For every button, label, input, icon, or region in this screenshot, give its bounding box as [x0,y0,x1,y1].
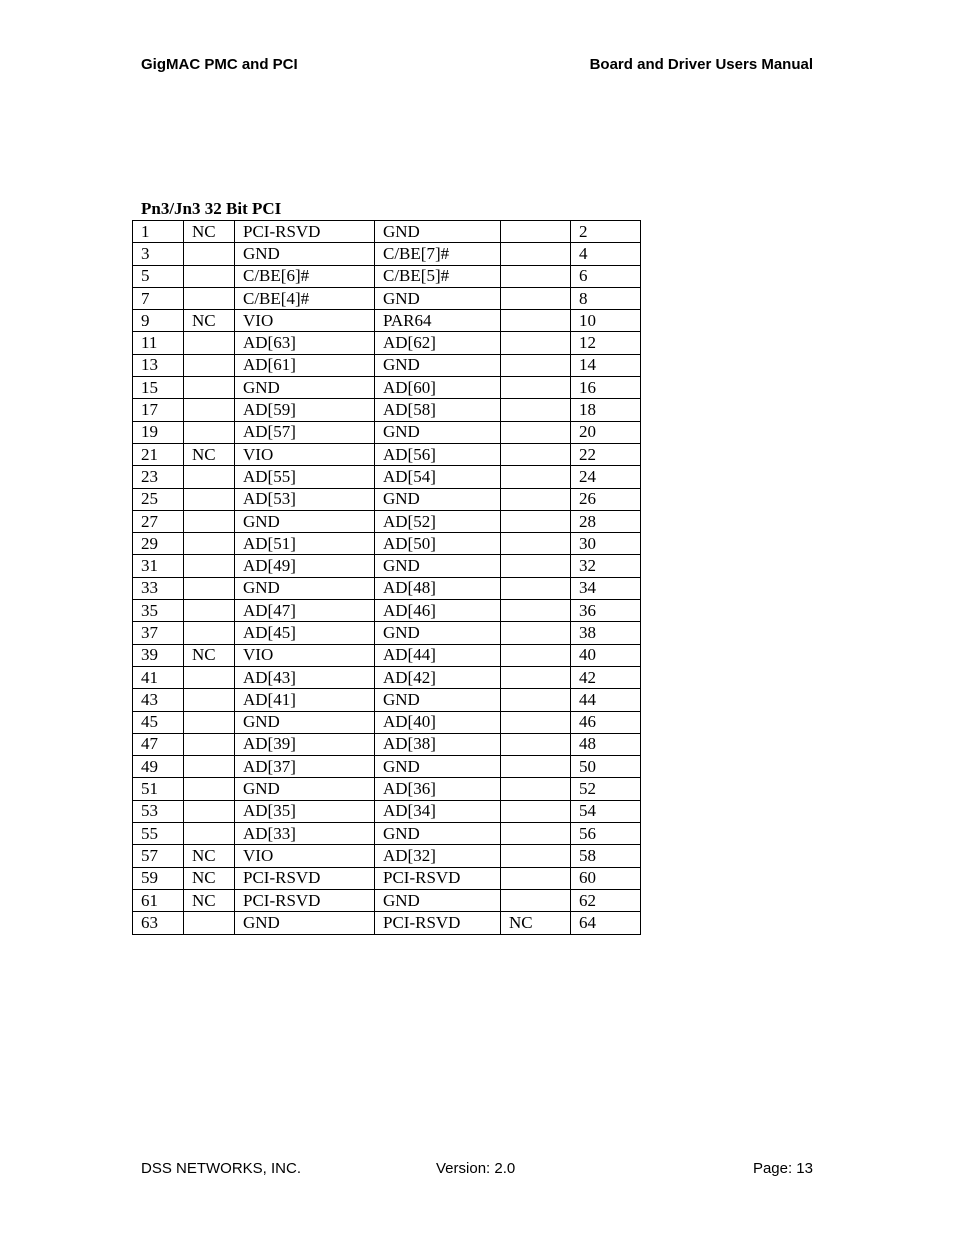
cell-pin-even: 48 [571,733,641,755]
cell-nc-odd [184,466,235,488]
cell-nc-odd [184,800,235,822]
table-row [133,912,641,934]
cell-nc-even: NC [501,912,571,934]
header-manual-title: Board and Driver Users Manual [589,56,813,73]
cell-pin-even: 32 [571,555,641,577]
cell-signal-even: AD[58] [375,399,501,421]
cell-signal-even: AD[54] [375,466,501,488]
cell-nc-odd [184,510,235,532]
cell-pin-odd: 7 [133,287,184,309]
cell-nc-odd [184,733,235,755]
cell-nc-odd [184,577,235,599]
cell-nc-odd [184,265,235,287]
cell-signal-even: AD[42] [375,666,501,688]
cell-signal-even: AD[56] [375,443,501,465]
cell-nc-odd [184,421,235,443]
cell-nc-even [501,823,571,845]
cell-nc-even [501,377,571,399]
cell-nc-even [501,622,571,644]
cell-pin-odd: 61 [133,889,184,911]
cell-signal-even: GND [375,421,501,443]
cell-pin-odd: 57 [133,845,184,867]
cell-nc-odd [184,622,235,644]
table-row [133,332,641,354]
cell-nc-odd: NC [184,867,235,889]
table-row [133,310,641,332]
cell-signal-odd: AD[63] [235,332,375,354]
cell-nc-even [501,399,571,421]
cell-pin-even: 44 [571,689,641,711]
cell-signal-odd: AD[49] [235,555,375,577]
cell-signal-odd: AD[33] [235,823,375,845]
cell-pin-even: 18 [571,399,641,421]
cell-nc-even [501,733,571,755]
table-row [133,243,641,265]
table-row [133,354,641,376]
cell-signal-odd: AD[61] [235,354,375,376]
cell-pin-even: 30 [571,533,641,555]
cell-pin-odd: 25 [133,488,184,510]
cell-nc-even [501,889,571,911]
cell-nc-odd [184,488,235,510]
cell-signal-odd: GND [235,912,375,934]
table-row [133,711,641,733]
cell-nc-even [501,466,571,488]
cell-signal-odd: PCI-RSVD [235,221,375,243]
cell-pin-odd: 55 [133,823,184,845]
cell-nc-even [501,711,571,733]
cell-signal-odd: C/BE[6]# [235,265,375,287]
cell-nc-even [501,577,571,599]
cell-signal-odd: AD[51] [235,533,375,555]
cell-nc-even [501,421,571,443]
cell-signal-even: AD[46] [375,600,501,622]
table-row [133,265,641,287]
cell-signal-even: AD[52] [375,510,501,532]
cell-signal-odd: AD[55] [235,466,375,488]
cell-pin-even: 62 [571,889,641,911]
cell-pin-odd: 49 [133,756,184,778]
cell-pin-odd: 51 [133,778,184,800]
cell-pin-even: 20 [571,421,641,443]
cell-nc-even [501,867,571,889]
table-row [133,778,641,800]
cell-pin-odd: 37 [133,622,184,644]
table-row [133,689,641,711]
cell-signal-odd: AD[39] [235,733,375,755]
cell-nc-even [501,354,571,376]
cell-pin-odd: 11 [133,332,184,354]
cell-pin-even: 64 [571,912,641,934]
cell-signal-even: AD[62] [375,332,501,354]
cell-nc-odd [184,332,235,354]
cell-pin-odd: 47 [133,733,184,755]
cell-signal-even: AD[60] [375,377,501,399]
cell-signal-odd: GND [235,243,375,265]
header-doc-title: GigMAC PMC and PCI [141,56,298,73]
cell-nc-even [501,443,571,465]
cell-signal-odd: GND [235,778,375,800]
cell-nc-even [501,845,571,867]
cell-signal-even: GND [375,555,501,577]
cell-pin-odd: 13 [133,354,184,376]
cell-pin-odd: 17 [133,399,184,421]
cell-pin-odd: 1 [133,221,184,243]
table-row [133,600,641,622]
cell-nc-odd: NC [184,221,235,243]
cell-pin-even: 26 [571,488,641,510]
cell-nc-even [501,756,571,778]
cell-pin-even: 4 [571,243,641,265]
cell-nc-odd: NC [184,845,235,867]
cell-signal-even: AD[32] [375,845,501,867]
cell-signal-odd: AD[43] [235,666,375,688]
cell-pin-odd: 39 [133,644,184,666]
cell-pin-even: 50 [571,756,641,778]
cell-signal-odd: VIO [235,310,375,332]
table-row [133,644,641,666]
table-row [133,823,641,845]
cell-pin-even: 22 [571,443,641,465]
table-row [133,488,641,510]
cell-signal-odd: VIO [235,644,375,666]
cell-pin-even: 2 [571,221,641,243]
cell-pin-odd: 63 [133,912,184,934]
table-row [133,889,641,911]
table-row [133,622,641,644]
cell-signal-even: PAR64 [375,310,501,332]
cell-signal-odd: PCI-RSVD [235,867,375,889]
cell-pin-odd: 45 [133,711,184,733]
table-row [133,800,641,822]
cell-pin-even: 52 [571,778,641,800]
cell-signal-odd: AD[59] [235,399,375,421]
cell-pin-even: 12 [571,332,641,354]
table-row [133,510,641,532]
cell-nc-odd [184,600,235,622]
cell-signal-odd: GND [235,577,375,599]
cell-nc-odd [184,823,235,845]
cell-signal-odd: AD[57] [235,421,375,443]
cell-nc-odd [184,711,235,733]
cell-nc-odd [184,243,235,265]
cell-signal-even: GND [375,221,501,243]
cell-signal-even: AD[50] [375,533,501,555]
cell-pin-even: 6 [571,265,641,287]
cell-pin-odd: 33 [133,577,184,599]
pinout-table-body [133,221,641,935]
cell-nc-even [501,243,571,265]
cell-signal-odd: AD[37] [235,756,375,778]
cell-pin-even: 40 [571,644,641,666]
cell-nc-even [501,488,571,510]
cell-pin-odd: 59 [133,867,184,889]
footer-company: DSS NETWORKS, INC. [141,1160,302,1177]
cell-nc-odd [184,533,235,555]
cell-pin-odd: 53 [133,800,184,822]
table-row [133,533,641,555]
table-row [133,221,641,243]
table-row [133,845,641,867]
cell-signal-odd: GND [235,510,375,532]
cell-nc-odd [184,912,235,934]
cell-pin-odd: 19 [133,421,184,443]
cell-nc-odd [184,689,235,711]
cell-nc-even [501,800,571,822]
cell-nc-even [501,600,571,622]
table-row [133,466,641,488]
cell-signal-even: GND [375,622,501,644]
cell-pin-odd: 15 [133,377,184,399]
table-row [133,377,641,399]
cell-signal-even: AD[40] [375,711,501,733]
cell-signal-even: PCI-RSVD [375,912,501,934]
cell-signal-even: GND [375,287,501,309]
cell-pin-odd: 23 [133,466,184,488]
cell-signal-even: GND [375,889,501,911]
cell-pin-odd: 41 [133,666,184,688]
cell-signal-odd: AD[47] [235,600,375,622]
cell-signal-even: C/BE[5]# [375,265,501,287]
cell-pin-even: 16 [571,377,641,399]
cell-signal-even: C/BE[7]# [375,243,501,265]
cell-nc-odd: NC [184,889,235,911]
cell-nc-odd [184,399,235,421]
cell-pin-odd: 3 [133,243,184,265]
cell-nc-even [501,689,571,711]
cell-signal-odd: C/BE[4]# [235,287,375,309]
cell-pin-odd: 9 [133,310,184,332]
cell-signal-odd: AD[45] [235,622,375,644]
cell-pin-odd: 27 [133,510,184,532]
cell-pin-even: 10 [571,310,641,332]
cell-pin-odd: 31 [133,555,184,577]
cell-pin-even: 42 [571,666,641,688]
cell-pin-odd: 43 [133,689,184,711]
cell-nc-even [501,310,571,332]
table-row [133,666,641,688]
table-row [133,443,641,465]
cell-nc-even [501,332,571,354]
cell-nc-odd: NC [184,310,235,332]
cell-pin-even: 54 [571,800,641,822]
cell-nc-odd [184,756,235,778]
footer-page-number: Page: 13 [752,1160,813,1177]
cell-signal-odd: VIO [235,443,375,465]
cell-nc-even [501,778,571,800]
cell-signal-even: GND [375,488,501,510]
table-row [133,421,641,443]
cell-signal-even: GND [375,689,501,711]
cell-signal-even: GND [375,823,501,845]
cell-pin-even: 14 [571,354,641,376]
cell-signal-odd: GND [235,711,375,733]
cell-nc-even [501,287,571,309]
cell-pin-even: 56 [571,823,641,845]
cell-signal-even: GND [375,354,501,376]
table-row [133,756,641,778]
cell-pin-odd: 29 [133,533,184,555]
cell-signal-odd: AD[41] [235,689,375,711]
cell-pin-even: 8 [571,287,641,309]
cell-nc-even [501,265,571,287]
cell-pin-even: 36 [571,600,641,622]
cell-signal-odd: PCI-RSVD [235,889,375,911]
cell-nc-odd [184,666,235,688]
cell-nc-even [501,221,571,243]
cell-pin-even: 58 [571,845,641,867]
cell-nc-even [501,555,571,577]
cell-signal-even: AD[34] [375,800,501,822]
cell-nc-even [501,533,571,555]
cell-nc-odd: NC [184,644,235,666]
cell-pin-odd: 35 [133,600,184,622]
cell-signal-even: AD[38] [375,733,501,755]
cell-nc-odd [184,778,235,800]
cell-nc-odd [184,354,235,376]
table-caption: Pn3/Jn3 32 Bit PCI [141,199,282,218]
cell-pin-even: 34 [571,577,641,599]
cell-pin-even: 38 [571,622,641,644]
cell-nc-odd: NC [184,443,235,465]
cell-pin-odd: 21 [133,443,184,465]
cell-signal-even: PCI-RSVD [375,867,501,889]
cell-signal-even: AD[48] [375,577,501,599]
cell-pin-even: 28 [571,510,641,532]
cell-nc-even [501,666,571,688]
cell-signal-odd: GND [235,377,375,399]
cell-nc-odd [184,287,235,309]
footer-version: Version: 2.0 [436,1160,516,1177]
table-row [133,287,641,309]
cell-pin-even: 46 [571,711,641,733]
cell-signal-odd: VIO [235,845,375,867]
cell-nc-odd [184,377,235,399]
cell-signal-even: AD[36] [375,778,501,800]
pinout-table [132,220,641,935]
cell-pin-odd: 5 [133,265,184,287]
cell-pin-even: 60 [571,867,641,889]
cell-signal-odd: AD[53] [235,488,375,510]
table-row [133,867,641,889]
cell-signal-even: GND [375,756,501,778]
table-row [133,733,641,755]
cell-nc-even [501,510,571,532]
cell-nc-even [501,644,571,666]
cell-nc-odd [184,555,235,577]
cell-pin-even: 24 [571,466,641,488]
table-row [133,577,641,599]
table-row [133,399,641,421]
table-row [133,555,641,577]
cell-signal-odd: AD[35] [235,800,375,822]
cell-signal-even: AD[44] [375,644,501,666]
